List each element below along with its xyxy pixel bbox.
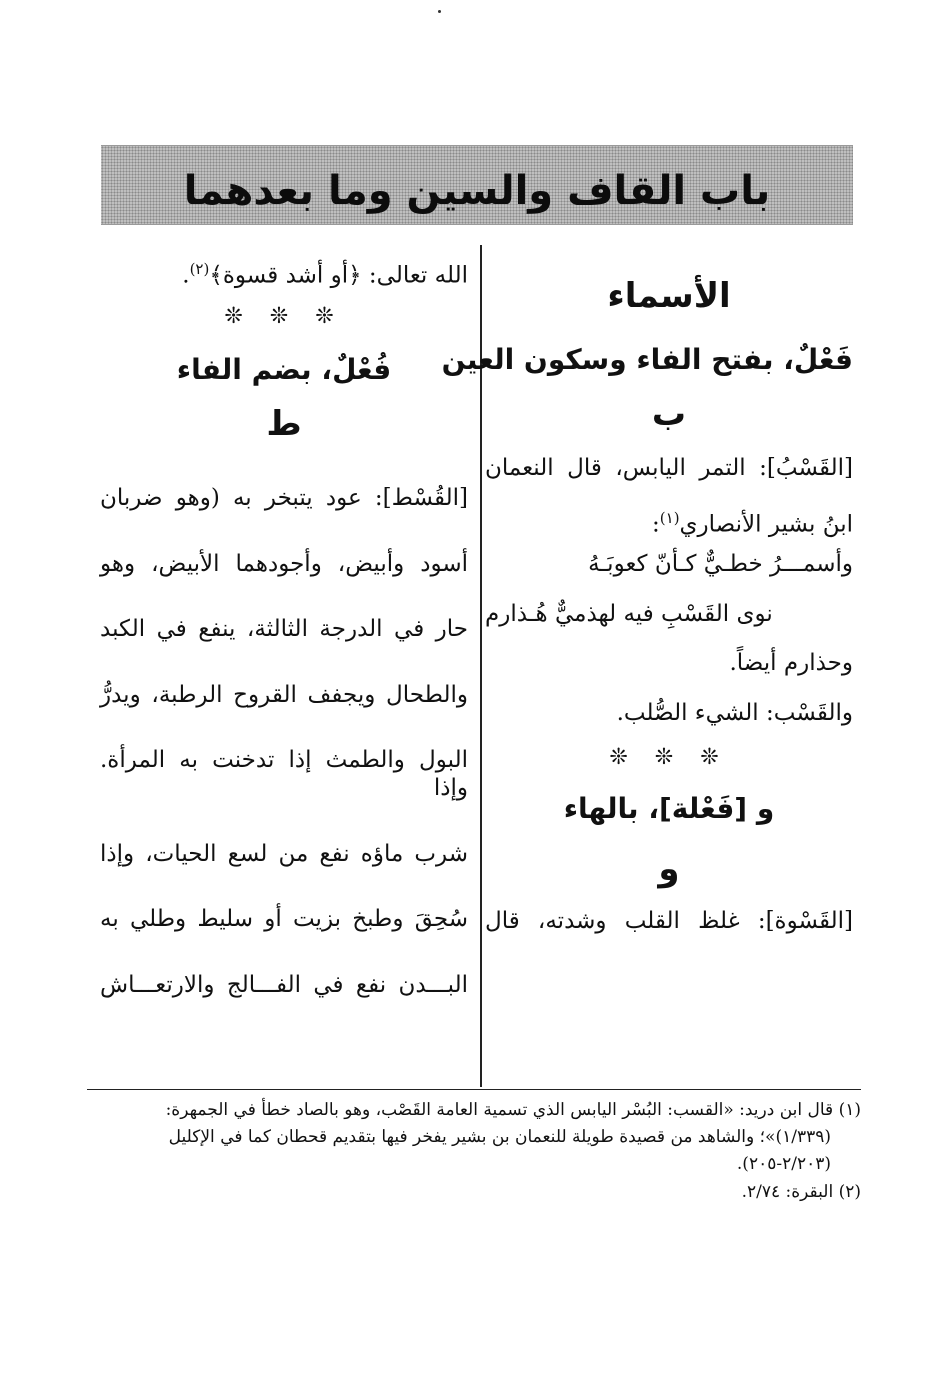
verse-line-1: وأسمـــرُ خطـيٌّ كـأنّ كعوبَـهُ (588, 551, 853, 578)
entry-qasb-line-3: والقَسْب: الشيء الصُّلب. (616, 699, 853, 726)
entry-qust-line-7: سُحِقَ وطبخ بزيت أو سليط وطلي به (100, 906, 468, 933)
footnote-1-line-1: (١) قال ابن دريد: «القسب: البُسْر اليابس الذي تسمية العامة القَصْب، وهو بالصاد خطأ في الجمهرة: (165, 1100, 861, 1120)
entry-qaswa-line-1: [القَسْوة]: غلظ القلب وشدته، قال (485, 908, 853, 935)
footnotes (81, 1097, 861, 1206)
footnote-rule (87, 1089, 861, 1090)
chapter-banner (101, 145, 853, 225)
entry-qaswa-line-2 (100, 260, 468, 290)
verse-line-2: نوى القَسْبِ فيه لهذميٌّ هُـذارم (485, 600, 773, 627)
footnote-2-line-1: (٢) البقرة: ٢/٧٤. (741, 1181, 861, 1202)
pattern-heading-1: فَعْلٌ، بفتح الفاء وسكون العين (441, 342, 853, 376)
entry-qasb-author: ابنُ بشير الأنصاري (679, 511, 853, 538)
footnote-ref-1: (١) (659, 508, 680, 527)
left-column (100, 250, 468, 999)
separator-stars-1: ❊ ❊ ❊ (609, 745, 729, 771)
page-mark (438, 10, 441, 13)
entry-qaswa-end: . (182, 262, 190, 289)
right-column (441, 250, 853, 936)
section-title: الأسماء (607, 276, 731, 316)
entry-qasb-line-1: [القَسْبُ]: التمر اليابس، قال النعمان (485, 455, 853, 482)
letter-heading-waw: و (658, 849, 680, 890)
footnote-1-line-3: (٢/٢٠٣-٢٠٥). (736, 1154, 831, 1175)
footnote-ref-2: (٢) (189, 260, 210, 278)
entry-qust-line-5: البول والطمث إذا تدخنت به المرأة. وإذا (100, 747, 468, 801)
letter-heading-ba: ب (651, 394, 687, 435)
entry-qust-line-2: أسود وأبيض، وأجودهما الأبيض، وهو (100, 550, 468, 577)
entry-qust-line-3: حار في الدرجة الثالثة، ينفع في الكبد (100, 616, 468, 643)
entry-qust-line-1: [القُسْط]: عود يتبخر به (وهو ضربان (100, 485, 468, 512)
entry-qust-line-6: شرب ماؤه نفع من لسع الحيات، وإذا (100, 840, 468, 867)
quran-quote: الله تعالى: ﴿أو أشد قسوة﴾ (209, 262, 468, 289)
entry-qasb-line-2 (485, 509, 853, 539)
footnote-1-line-2: (١/٣٣٩)»؛ والشاهد من قصيدة طويلة للنعمان بن بشير يفخر فيها بتقديم قحطان كما في الإكليل (168, 1127, 831, 1148)
entry-qust-line-8: البـــدن نفع في الفـــالج والارتعـــاش (100, 971, 468, 998)
letter-heading-ta: ط (266, 404, 302, 445)
entry-qust-line-4: والطحال ويجفف القروح الرطبة، ويدرُّ (100, 681, 468, 708)
pattern-heading-2: و [فَعْلة]، بالهاء (563, 791, 775, 825)
separator-stars-2: ❊ ❊ ❊ (224, 304, 344, 330)
entry-qasb-colon: : (652, 511, 660, 538)
chapter-title: باب القاف والسين وما بعدهما (183, 168, 771, 214)
pattern-heading-3: فُعْلٌ، بضم الفاء (176, 352, 392, 386)
verse-line-3: وحذارم أيضاً. (729, 650, 853, 677)
